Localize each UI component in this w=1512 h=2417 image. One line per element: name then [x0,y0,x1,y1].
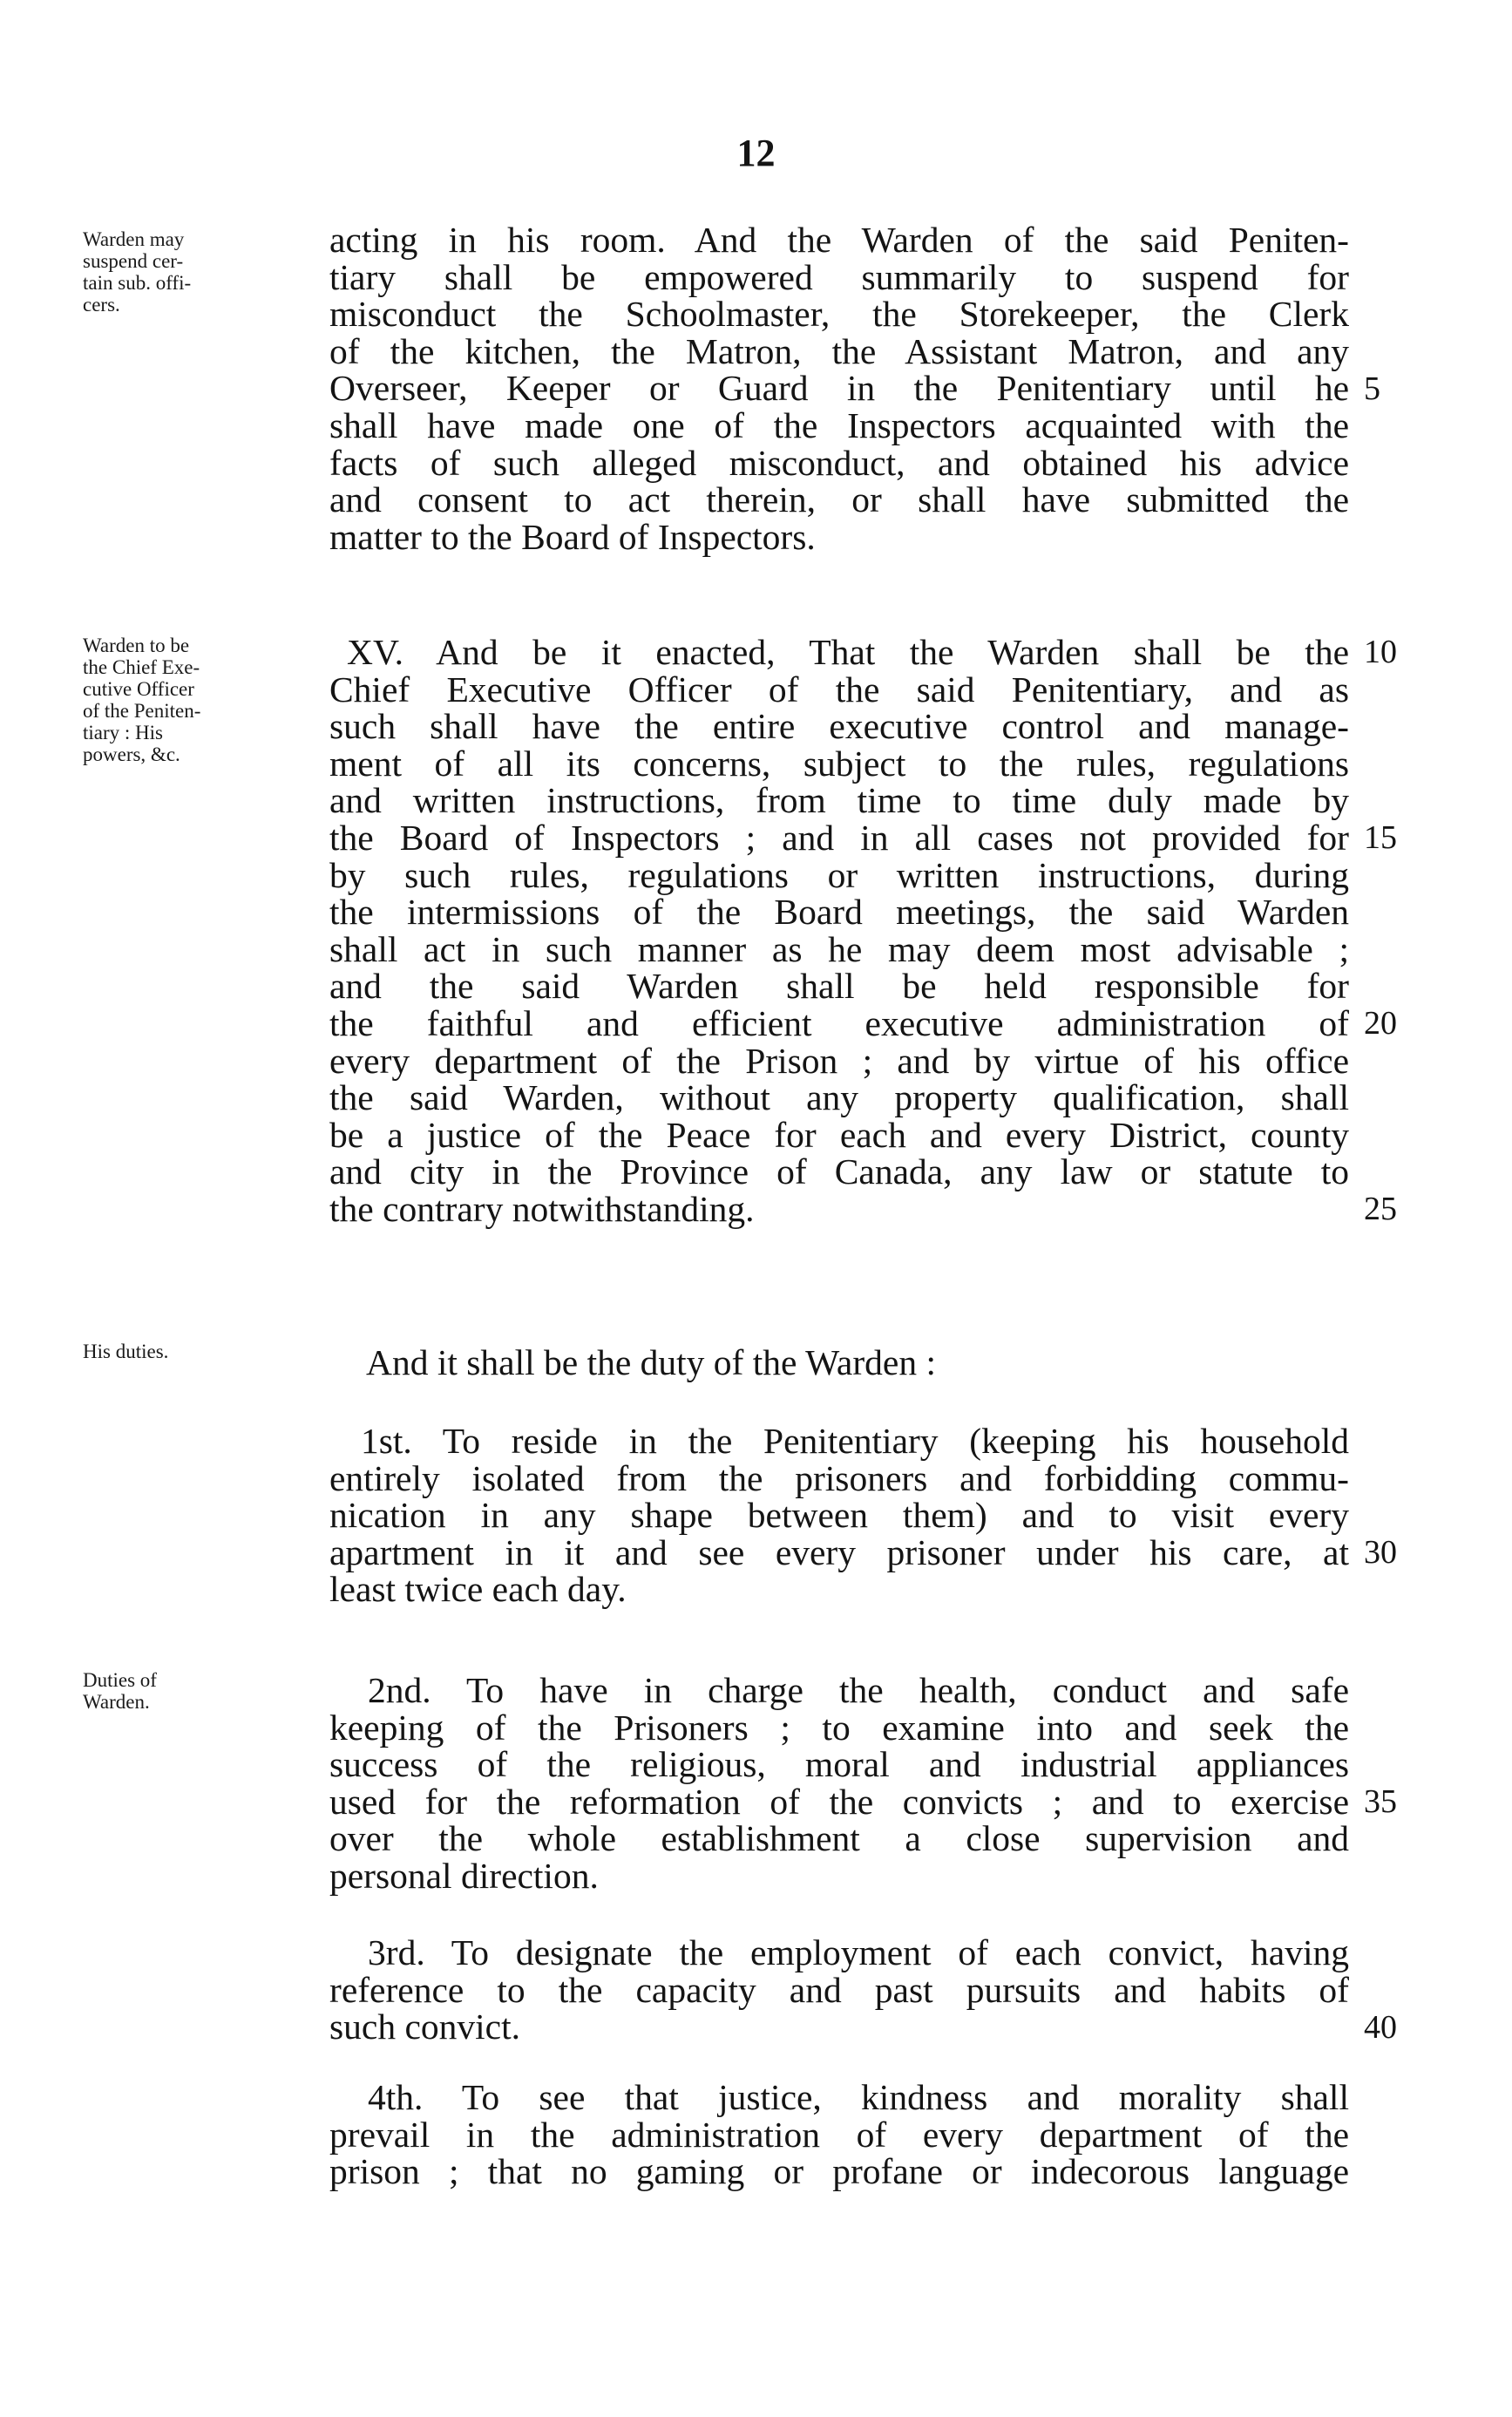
text-line: tiary shall be empowered summarily to suspend for [329,256,1349,297]
margin-note-line: the Chief Exe- [83,656,200,678]
line-number: 40 [1364,2009,1397,2046]
margin-note-warden-may-suspend [83,228,318,316]
margin-note-line: of the Peniten- [83,700,201,722]
text-line: shall have made one of the Inspectors acquainted with the [329,404,1349,445]
margin-note-warden-chief-executive [83,635,318,765]
paragraph-suspension [329,221,1349,555]
margin-note-line: cers. [83,294,120,316]
text-line: Chief Executive Officer of the said Penitentiary, and as [329,669,1349,709]
margin-note-line: Warden. [83,1691,150,1713]
text-line: 1st. To reside in the Penitentiary (keeping his household [361,1421,1349,1461]
text-line: facts of such alleged misconduct, and obtained his advice [329,442,1349,483]
text-line: Overseer, Keeper or Guard in the Penitentiary until he [329,368,1349,409]
margin-note-line: tain sub. offi- [83,272,192,294]
margin-note-duties-of-warden [83,1669,318,1713]
text-line: and consent to act therein, or shall have submitted the [329,479,1349,520]
paragraph-duty-3rd [329,1934,1349,2046]
margin-note-line: cutive Officer [83,678,194,700]
text-line: And it shall be the duty of the Warden : [366,1342,936,1382]
text-line: acting in his room. And the Warden of the said Peniten- [329,220,1349,260]
text-line: of the kitchen, the Matron, the Assistant Matron, and any [329,330,1349,371]
text-line: the Board of Inspectors ; and in all cases not provided for [329,817,1349,858]
text-line: 3rd. To designate the employment of each convict, having [368,1932,1349,1972]
text-line: every department of the Prison ; and by virtue of his office [329,1040,1349,1081]
text-line: the faithful and efficient executive administration of [329,1002,1349,1043]
paragraph-duty-intro [366,1344,1386,1382]
text-line: the contrary notwithstanding. [329,1188,755,1229]
text-line: be a justice of the Peace for each and every District, county [329,1114,1349,1155]
line-number: 10 [1364,634,1397,670]
line-number: 25 [1364,1191,1397,1227]
line-number: 5 [1364,370,1380,407]
text-line: such convict. [329,2006,520,2047]
text-line: 2nd. To have in charge the health, conduct and safe [368,1670,1349,1710]
text-line: and city in the Province of Canada, any law or statute to [329,1151,1349,1192]
margin-note-line: Duties of [83,1669,157,1691]
paragraph-duty-4th [329,2079,1349,2190]
paragraph-section-xv [329,634,1349,1228]
text-line: matter to the Board of Inspectors. [329,516,816,557]
text-line: apartment in it and see every prisoner under his care, at [329,1531,1349,1572]
text-line: misconduct the Schoolmaster, the Storekeeper, the Clerk [329,294,1349,335]
margin-note-line: suspend cer- [83,250,184,272]
text-line: success of the religious, moral and industrial appliances [329,1744,1349,1785]
paragraph-duty-1st [329,1422,1349,1608]
text-line: nication in any shape between them) and to visit every [329,1495,1349,1536]
margin-note-line: tiary : His [83,722,163,743]
paragraph-duty-2nd [329,1672,1349,1895]
text-line: XV. And be it enacted, That the Warden shall be the [347,632,1349,672]
text-line: the said Warden, without any property qualification, shall [329,1077,1349,1118]
text-line: the intermissions of the Board meetings, the said Warden [329,892,1349,933]
text-line: personal direction. [329,1855,599,1896]
line-number: 20 [1364,1005,1397,1042]
text-line: such shall have the entire executive control and manage- [329,706,1349,747]
margin-note-line: Warden to be [83,635,190,656]
text-line: prison ; that no gaming or profane or indecorous language [329,2151,1349,2192]
text-line: reference to the capacity and past pursuits and habits of [329,1969,1349,2010]
text-line: and the said Warden shall be held responsible for [329,966,1349,1007]
margin-note-line: Warden may [83,228,185,250]
margin-note-line: powers, &c. [83,743,180,765]
text-line: shall act in such manner as he may deem most advisable ; [329,928,1349,969]
text-line: over the whole establishment a close supervision and [329,1818,1349,1859]
text-line: entirely isolated from the prisoners and forbidding commu- [329,1457,1349,1498]
margin-note-line: His duties. [83,1341,169,1362]
line-number: 35 [1364,1783,1397,1820]
text-line: least twice each day. [329,1569,627,1610]
text-line: 4th. To see that justice, kindness and morality shall [368,2077,1349,2117]
text-line: by such rules, regulations or written instructions, during [329,854,1349,895]
text-line: used for the reformation of the convicts ; and to exercise [329,1781,1349,1822]
text-line: keeping of the Prisoners ; to examine into and seek the [329,1707,1349,1748]
text-line: ment of all its concerns, subject to the rules, regulations [329,743,1349,784]
page-number: 12 [736,132,776,174]
line-number: 15 [1364,819,1397,856]
text-line: and written instructions, from time to time duly made by [329,780,1349,821]
line-number: 30 [1364,1534,1397,1571]
margin-note-his-duties [83,1341,318,1362]
text-line: prevail in the administration of every department of the [329,2114,1349,2155]
